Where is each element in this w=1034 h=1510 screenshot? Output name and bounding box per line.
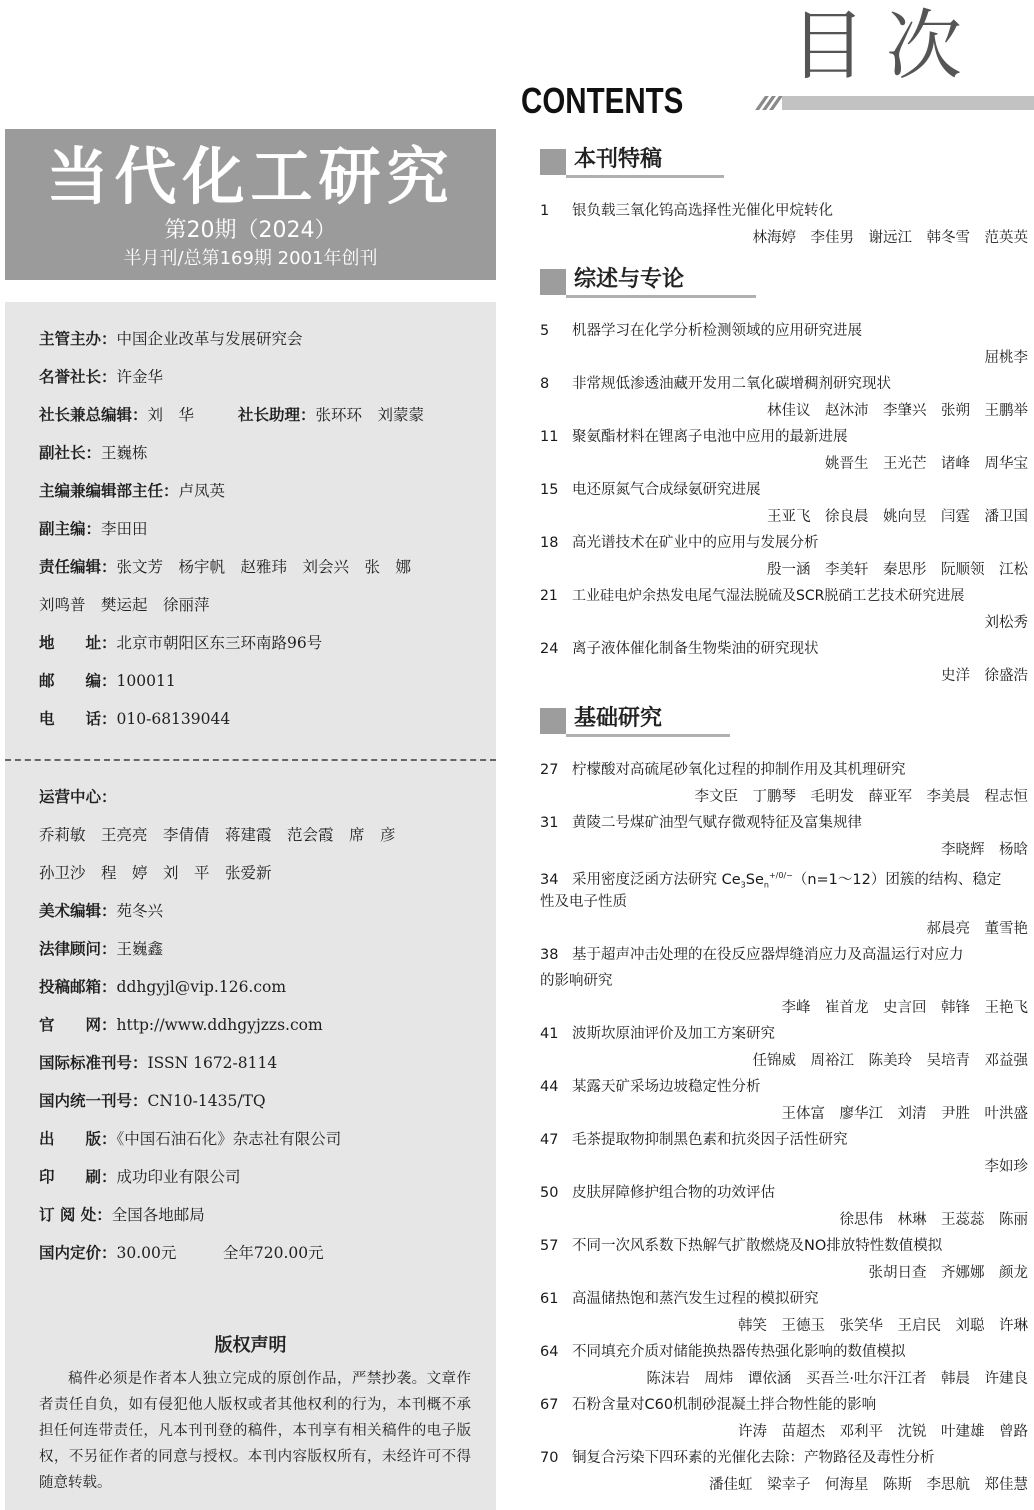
info-row-honorary-president: 名誉社长：许金华 xyxy=(39,368,164,386)
toc-authors: 李晓辉 杨晗 xyxy=(941,842,1028,858)
mulu-heading: 目次 xyxy=(790,1,982,90)
info-row-deputy-editor: 副主编：李田田 xyxy=(39,520,148,538)
contents-heading: CONTENTS xyxy=(521,80,684,121)
toc-authors: 王体富 廖华江 刘清 尹胜 叶洪盛 xyxy=(781,1106,1028,1122)
info-row-email: 投稿邮箱：ddhgyjl@vip.126.com xyxy=(39,978,287,996)
toc-entry[interactable]: 18 高光谱技术在矿业中的应用与发展分析 xyxy=(540,535,819,551)
toc-entry[interactable]: 24 离子液体催化制备生物柴油的研究现状 xyxy=(540,641,819,657)
toc-entry[interactable]: 27 柠檬酸对高硫尾砂氧化过程的抑制作用及其机理研究 xyxy=(540,762,906,778)
toc-authors: 林佳议 赵沐沛 李肇兴 张朔 王鹏举 xyxy=(767,403,1028,419)
toc-authors: 李文臣 丁鹏琴 毛明发 薛亚军 李美晨 程志恒 xyxy=(694,789,1028,805)
info-row-price: 国内定价：30.00元 全年720.00元 xyxy=(39,1244,324,1262)
toc-authors: 许涛 苗超杰 邓利平 沈锐 叶建雄 曾路 xyxy=(738,1424,1028,1440)
toc-authors: 林海婷 李佳男 谢远江 韩冬雪 范英英 xyxy=(752,230,1028,246)
toc-entry[interactable]: 47 毛茶提取物抑制黑色素和抗炎因子活性研究 xyxy=(540,1132,848,1148)
toc-authors: 郝晨亮 董雪艳 xyxy=(926,921,1028,937)
info-row-operations-staff: 乔莉敏 王亮亮 李倩倩 蒋建霞 范会霞 席 彦 xyxy=(39,826,396,844)
masthead-panel xyxy=(5,302,496,1510)
toc-entry[interactable]: 64 不同填充介质对储能换热器传热强化影响的数值模拟 xyxy=(540,1344,906,1360)
toc-authors: 史洋 徐盛浩 xyxy=(941,668,1028,684)
toc-entry[interactable]: 8 非常规低渗透油藏开发用二氧化碳增稠剂研究现状 xyxy=(540,376,891,392)
info-row-publisher: 出 版：《中国石油石化》杂志社有限公司 xyxy=(39,1130,342,1148)
info-row-cn: 国内统一刊号：CN10-1435/TQ xyxy=(39,1092,266,1110)
info-row-vice-president: 副社长：王巍栋 xyxy=(39,444,148,462)
toc-authors: 任锦威 周裕江 陈美玲 吴培青 邓益强 xyxy=(752,1053,1028,1069)
toc-authors: 刘松秀 xyxy=(984,615,1028,631)
toc-entry[interactable]: 34 采用密度泛函方法研究 $Ce_3Se_n^{+/0/-}(n=1\sim 12)$团簇的结构、稳定 xyxy=(540,871,1002,890)
toc-entry[interactable]: 1 银负载三氧化钨高选择性光催化甲烷转化 xyxy=(540,203,833,219)
section-title: 综述与专论 xyxy=(574,267,685,292)
section-marker xyxy=(540,708,566,734)
section-underline xyxy=(566,295,756,298)
info-row-operations: 运营中心： xyxy=(39,788,117,806)
copyright-text: 稿件必须是作者本人独立完成的原创作品，严禁抄袭。文章作者责任自负，如有侵犯他人版权或者其他权利的行为，本刊概不承担任何连带责任，凡本刊刊登的稿件，本刊享有相关稿件的电子版权，不另征作者的同意与授权。本刊内容版权所有，未经许可不得随意转载。 xyxy=(39,1371,471,1491)
info-row-responsible-editors: 责任编辑：张文芳 杨宇帆 赵雅玮 刘会兴 张 娜 xyxy=(39,558,412,576)
toc-entry[interactable]: 50 皮肤屏障修护组合物的功效评估 xyxy=(540,1185,775,1201)
toc-authors: 李如珍 xyxy=(984,1159,1028,1175)
info-row-host: 主管主办：中国企业改革与发展研究会 xyxy=(39,330,303,348)
info-row-chief-editor: 主编兼编辑部主任：卢凤英 xyxy=(39,482,226,500)
journal-subtitle: 半月刊/总第169期 2001年创刊 xyxy=(123,248,378,269)
toc-entry-cont: 性及电子性质 xyxy=(540,894,627,910)
toc-entry[interactable]: 11 聚氨酯材料在锂离子电池中应用的最新进展 xyxy=(540,429,848,445)
copyright-title: 版权声明 xyxy=(214,1335,287,1356)
toc-entry[interactable]: 21 工业硅电炉余热发电尾气湿法脱硫及SCR脱硝工艺技术研究进展 xyxy=(540,588,965,604)
header-stripes xyxy=(758,96,780,110)
section-title: 本刊特稿 xyxy=(574,147,663,172)
journal-brand-block xyxy=(5,129,496,280)
toc-authors: 徐思伟 林琳 王蕊蕊 陈丽 xyxy=(839,1212,1028,1228)
info-row-subscription: 订 阅 处：全国各地邮局 xyxy=(39,1206,205,1224)
toc-entry[interactable]: 61 高温储热饱和蒸汽发生过程的模拟研究 xyxy=(540,1291,819,1307)
info-row-address: 地 址：北京市朝阳区东三环南路96号 xyxy=(39,634,323,652)
toc-entry[interactable]: 5 机器学习在化学分析检测领域的应用研究进展 xyxy=(540,323,862,339)
toc-authors: 王亚飞 徐良晨 姚向昱 闫霆 潘卫国 xyxy=(767,509,1028,525)
toc-authors: 陈沫岩 周炜 谭依涵 买吾兰·吐尔汗江者 韩晨 许建良 xyxy=(646,1371,1028,1387)
info-row-printer: 印 刷：成功印业有限公司 xyxy=(39,1168,241,1186)
info-row-operations-staff-cont: 孙卫沙 程 婷 刘 平 张爱新 xyxy=(39,864,272,882)
section-marker xyxy=(540,269,566,295)
toc-entry[interactable]: 38 基于超声冲击处理的在役反应器焊缝消应力及高温运行对应力 xyxy=(540,947,964,963)
toc-authors: 姚晋生 王光芒 诸峰 周华宝 xyxy=(825,456,1028,472)
info-row-art-editor: 美术编辑：苑冬兴 xyxy=(39,902,164,920)
toc-entry[interactable]: 57 不同一次风系数下热解气扩散燃烧及NO排放特性数值模拟 xyxy=(540,1238,943,1254)
section-title: 基础研究 xyxy=(574,706,663,731)
header-bar xyxy=(782,96,1034,110)
info-row-president: 社长兼总编辑：刘 华 社长助理：张环环 刘蒙蒙 xyxy=(39,406,425,424)
dashed-divider xyxy=(5,759,496,761)
toc-authors: 潘佳虹 梁幸子 何海星 陈斯 李思航 郑佳慧 xyxy=(709,1477,1028,1493)
toc-entry[interactable]: 41 波斯坎原油评价及加工方案研究 xyxy=(540,1026,775,1042)
info-row-website: 官 网：http://www.ddhgyjzzs.com xyxy=(39,1016,323,1034)
toc-entry[interactable]: 31 黄陵二号煤矿油型气赋存微观特征及富集规律 xyxy=(540,815,862,831)
info-row-legal: 法律顾问：王巍鑫 xyxy=(39,940,164,958)
section-underline xyxy=(566,734,730,737)
info-row-postcode: 邮 编：100011 xyxy=(39,672,176,690)
toc-authors: 张胡日查 齐娜娜 颜龙 xyxy=(868,1265,1028,1281)
toc-entry[interactable]: 67 石粉含量对C60机制砂混凝土拌合物性能的影响 xyxy=(540,1397,877,1413)
toc-authors: 韩笑 王德玉 张笑华 王启民 刘聪 许琳 xyxy=(738,1318,1028,1334)
toc-entry-cont: 的影响研究 xyxy=(540,973,613,989)
journal-title: 当代化工研究 xyxy=(46,140,455,213)
journal-issue: 第20期（2024） xyxy=(164,218,337,243)
toc-entry[interactable]: 70 铜复合污染下四环素的光催化去除：产物路径及毒性分析 xyxy=(540,1450,935,1466)
toc-entry[interactable]: 44 某露天矿采场边坡稳定性分析 xyxy=(540,1079,761,1095)
toc-authors: 李峰 崔首龙 史言回 韩锋 王艳飞 xyxy=(781,1000,1028,1016)
toc-entry[interactable]: 15 电还原氮气合成绿氨研究进展 xyxy=(540,482,761,498)
toc-authors: 殷一涵 李美轩 秦思彤 阮顺领 江松 xyxy=(767,562,1028,578)
toc-authors: 屈桃李 xyxy=(984,350,1028,366)
info-row-phone: 电 话：010-68139044 xyxy=(39,710,231,728)
info-row-responsible-editors-cont: 刘鸣普 樊运起 徐丽萍 xyxy=(39,596,210,614)
section-underline xyxy=(566,175,724,178)
info-row-issn: 国际标准刊号：ISSN 1672-8114 xyxy=(39,1054,278,1072)
section-marker xyxy=(540,149,566,175)
